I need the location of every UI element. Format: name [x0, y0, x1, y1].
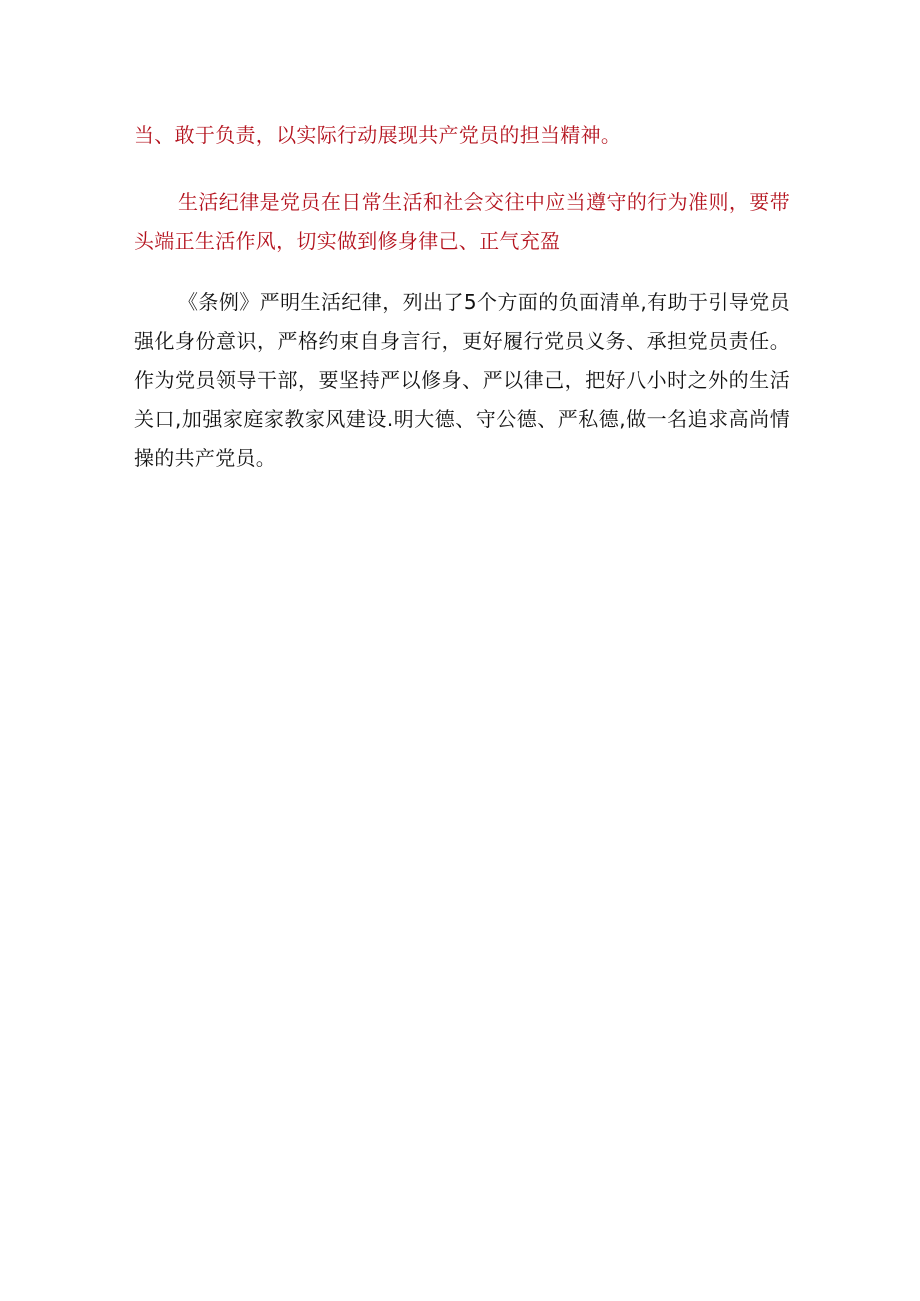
paragraph-regulations-body: 《条例》严明生活纪律，列出了5个方面的负面清单,有助于引导党员强化身份意识，严格约束自身言行，更好履行党员义务、承担党员责任。作为党员领导干部，要坚持严以修身、严以律己，把好八小时之外的生活关口,加强家庭家教家风建设.明大德、守公德、严私德,做一名追求高尚情操的共产党员。 [134, 290, 790, 470]
document-body [134, 116, 790, 478]
paragraph-life-discipline-heading: 生活纪律是党员在日常生活和社会交往中应当遵守的行为准则，要带头端正生活作风，切实做到修身律己、正气充盈 [134, 190, 790, 253]
paragraph-responsibility-closing: 当、敢于负责，以实际行动展现共产党员的担当精神。 [134, 123, 622, 147]
